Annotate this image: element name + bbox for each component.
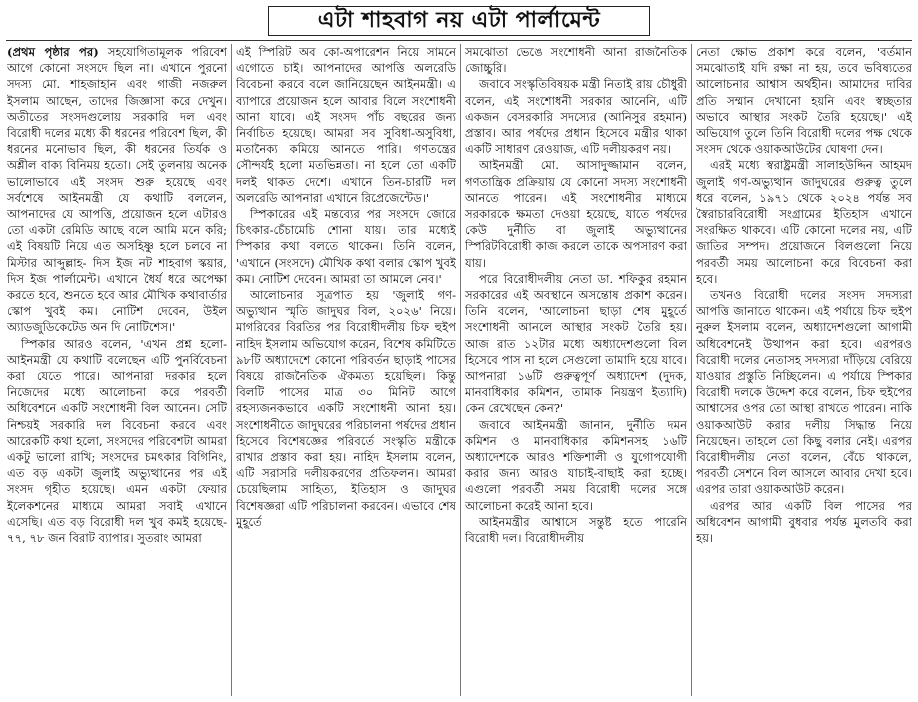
paragraph: [7, 44, 227, 336]
paragraph: নেতা ক্ষোভ প্রকাশ করে বলেন, 'বর্তমান সমঝোতাই যদি রক্ষা না হয়, তবে ভবিষ্যতের আলোচনার আশ্বাস অর্থহীন। আমাদের দাবির প্রতি সম্মান দেখানো হয়নি এবং স্বচ্ছতার অভাবে আস্থার সংকট তৈরি হয়েছে।' এই অভিযোগ তুলে তিনি বিরোধী দলের পক্ষ থেকে সংসদ থেকে ওয়াকআউটের ঘোষণা দেন।: [696, 45, 912, 157]
paragraph: সমঝোতা ভেঙে সংশোধনী আনা রাজনৈতিক জোচ্চুরি।: [465, 45, 687, 76]
article-column-1: [7, 44, 227, 696]
paragraph: এরপর আর একটি বিল পাসের পর অধিবেশন আগামী বুধবার পর্যন্ত মুলতবি করা হয়।: [696, 498, 912, 546]
continued-label: (প্রথম পৃষ্ঠার পর): [7, 45, 99, 59]
article-column-4: [696, 44, 912, 696]
column-divider: [691, 44, 692, 696]
article-column-3: [465, 44, 687, 696]
paragraph: তখনও বিরোধী দলের সংসদ সদস্যরা আপত্তি জানাতে থাকেন। এই পর্যায়ে চিফ হুইপ নুরুল ইসলাম বলেন, অধ্যাদেশগুলো আগামী অধিবেশনেই উত্থাপন করা হবে। এরপরও বিরোধী দলের নেতাসহ সদস্যরা দাঁড়িয়ে বেরিয়ে যাওয়ার প্রস্তুতি নিচ্ছিলেন। এ পর্যায়ে স্পিকার বিরোধী দলকে উদ্দেশ করে বলেন, চিফ হুইপের আশ্বাসের ওপর তো আস্থা রাখতে পারেন। নাকি ওয়াকআউট করার দলীয় সিদ্ধান্ত নিয়ে নিয়েছেন। তাহলে তো কিছু বলার নেই। এরপর বিরোধীদলীয় নেতা বলেন, বেঁচে থাকলে, পরবর্তী সেশনে বিল আসলে আবার দেখা হবে। এরপর তারা ওয়াকআউট করেন।: [696, 288, 912, 497]
paragraph: জবাবে সংস্কৃতিবিষয়ক মন্ত্রী নিতাই রায় চৌধুরী বলেন, এই সংশোধনী সরকার আনেনি, এটি একজন বেসরকারি সদস্যের (আনিসুর রহমান) প্রস্তাব। আর পর্ষদের প্রধান হিসেবে মন্ত্রীর থাকা একটি সাধারণ রেওয়াজ, এটি দলীয়করণ নয়।: [465, 77, 687, 157]
headline: এটা শাহবাগ নয় এটা পার্লামেন্ট: [268, 6, 650, 36]
paragraph: আলোচনার সূত্রপাত হয় 'জুলাই গণ-অভ্যুত্থান স্মৃতি জাদুঘর বিল, ২০২৬' নিয়ে। মাগরিবের বিরতির পর বিরোধীদলীয় চিফ হুইপ নাহিদ ইসলাম অভিযোগ করেন, বিশেষ কমিটিতে ৯৮টি অধ্যাদেশে কোনো পরিবর্তন ছাড়াই পাসের বিষয়ে রাজনৈতিক ঐকমত্য হয়েছিল। কিন্তু বিলটি পাসের মাত্র ৩০ মিনিট আগে রহস্যজনকভাবে একটি সংশোধনী আনা হয়। সংশোধনীতে জাদুঘরের পরিচালনা পর্ষদের প্রধান হিসেবে বিশেষজ্ঞের পরিবর্তে সংস্কৃতি মন্ত্রীকে রাখার প্রস্তাব করা হয়। নাহিদ ইসলাম বলেন, এটি সরাসরি দলীয়করণের প্রতিফলন। আমরা চেয়েছিলাম সাহিত্য, ইতিহাস ও জাদুঘর বিশেষজ্ঞরা এটি পরিচালনা করবেন। এভাবে শেষ মুহূর্তে: [236, 288, 456, 529]
paragraph: আইনমন্ত্রীর আশ্বাসে সন্তুষ্ট হতে পারেনি বিরোধী দল। বিরোধীদলীয়: [465, 514, 687, 546]
paragraph: স্পিকার আরও বলেন, 'এখন প্রশ্ন হলো- আইনমন্ত্রী যে কথাটি বলেছেন এটি পুনর্বিবেচনা করা যেতে পারে। আপনারা দরকার হলে নিজেদের মধ্যে আলোচনা করে পরবর্তী অধিবেশনে একটি সংশোধনী বিল আনেন। সেটি নিশ্চয়ই সরকারি দল বিবেচনা করবে এবং আরেকটি কথা হলো, সংসদের পরিবেশটা আমরা একটু ভালো রাখি; সংসদের চমৎকার বিগিনিং, এত বড় একটা জুলাই অভ্যুত্থানের পর এই সংসদ গৃহীত হয়েছে। এমন একটা ফেয়ার ইলেকশনের মাধ্যমে আমরা সবাই এখানে এসেছি। এত বড় বিরোধী দল খুব কমই হয়েছে- ৭৭, ৭৮ জন বিরাট ব্যাপার। সুতরাং আমরা: [7, 336, 227, 546]
top-rule: [6, 40, 912, 41]
column-divider: [231, 44, 232, 696]
paragraph: পরে বিরোধীদলীয় নেতা ডা. শফিকুর রহমান সরকারের এই অবস্থানে অসন্তোষ প্রকাশ করেন। তিনি বলেন, 'আলোচনা ছাড়া শেষ মুহূর্তে সংশোধনী আনলে আস্থার সংকট তৈরি হয়। আজ রাত ১২টার মধ্যে অধ্যাদেশগুলো বিল হিসেবে পাস না হলে সেগুলো তামাদি হয়ে যাবে। আপনারা ১৬টি গুরুত্বপূর্ণ অধ্যাদেশ (দুদক, মানবাধিকার কমিশন, তামাক নিয়ন্ত্রণ ইত্যাদি) কেন রেখেছেন কেন?': [465, 271, 687, 416]
paragraph: এই স্পিরিট অব কো-অপারেশন নিয়ে সামনে এগোতে চাই। আপনাদের আপত্তি অলরেডি বিবেচনা করবে বলে জানিয়েছেন আইনমন্ত্রী। এ ব্যাপারে প্রয়োজন হলে আবার বিলে সংশোধনী আনা যাবে। এই সংসদ পাঁচ বছরের জন্য নির্বাচিত হয়েছে। আমরা সব সুবিধা-অসুবিধা, মতানৈক্য কমিয়ে আনতে পারি। গণতন্ত্রের সৌন্দর্যই হলো মতভিন্নতা। না হলে তো একটি দলই থাকত দেশে। এখানে তিন-চারটি দল অলরেডি আপনারা এখানে রিপ্রেজেন্টেড।': [236, 45, 456, 205]
paragraph: এরই মধ্যে স্বরাষ্ট্রমন্ত্রী সালাহউদ্দিন আহমদ জুলাই গণ-অভ্যুত্থান জাদুঘরের গুরুত্ব তুলে ধরে বলেন, ১৯৭১ থেকে ২০২৪ পর্যন্ত সব স্বৈরাচারবিরোধী সংগ্রামের ইতিহাস এখানে সংরক্ষিত থাকবে। এটি কোনো দলের নয়, এটি জাতির সম্পদ। প্রয়োজনে বিলগুলো নিয়ে পরবর্তী সময় আলোচনা করে বিবেচনা করা হবে।: [696, 158, 912, 286]
paragraph: জবাবে আইনমন্ত্রী জানান, দুর্নীতি দমন কমিশন ও মানবাধিকার কমিশনসহ ১৬টি অধ্যাদেশকে আরও শক্তিশালী ও যুগোপযোগী করার জন্য আরও যাচাই-বাছাই করা হচ্ছে। এগুলো পরবর্তী সময় বিরোধী দলের সঙ্গে আলোচনা করেই আনা হবে।: [465, 417, 687, 513]
paragraph-text: সহযোগিতামূলক পরিবেশ আগে কোনো সংসদে ছিল না। এখানে পুরনো সদস্য মো. শাহজাহান এবং গাজী নজরুল ইসলাম আছেন, তাদের জিজ্ঞাসা করে দেখুন। অতীতের সংসদগুলোয় সরকারি দল এবং বিরোধী দলের মধ্যে কী ধরনের পরিবেশ ছিল, কী ধরনের মনোভাব ছিল, কী ধরনের তির্যক ও অশ্লীল বাক্য বিনিময় হতো। সেই তুলনায় অনেক ভালোভাবে এই সংসদ শুরু হয়েছে এবং সর্বশেষে আইনমন্ত্রী যে কথাটি বললেন, আপনাদের যে আপত্তি, প্রয়োজন হলে এটারও তো একটা রেমিডি আছে বলে আমি মনে করি; এই বিষয়টি নিয়ে এত অসহিষ্ণু হলে চলবে না মিস্টার আব্দুল্লাহ- দিস ইজ নট শাহবাগ স্কয়ার, দিস ইজ পার্লামেন্ট। এখানে ধৈর্য ধরে অপেক্ষা করতে হবে, শুনতে হবে আর মৌখিক কথাবার্তার স্কোপ খুবই কম। নোটিশ দেবেন, উইল অ্যাডজুডিকেটেড অন দি নোটিশেস।': [7, 45, 227, 335]
paragraph: স্পিকারের এই মন্তব্যের পর সংসদে জোরে চিৎকার-চেঁচামেচি শোনা যায়। তার মধ্যেই স্পিকার কথা বলতে থাকেন। তিনি বলেন, 'এখানে (সংসদে) মৌখিক কথা বলার স্কোপ খুবই কম। নোটিশ দেবেন। আমরা তা আমলে নেব।': [236, 207, 456, 286]
paragraph: আইনমন্ত্রী মো. আসাদুজ্জামান বলেন, গণতান্ত্রিক প্রক্রিয়ায় যে কোনো সদস্য সংশোধনী আনতে পারেন। এই সংশোধনীর মাধ্যমে সরকারকে ক্ষমতা দেওয়া হয়েছে, যাতে পর্ষদের কেউ দুর্নীতি বা জুলাই অভ্যুত্থানের স্পিরিটবিরোধী কাজ করলে তাকে অপসারণ করা যায়।: [465, 158, 687, 270]
column-divider: [460, 44, 461, 696]
article-column-2: [236, 44, 456, 696]
